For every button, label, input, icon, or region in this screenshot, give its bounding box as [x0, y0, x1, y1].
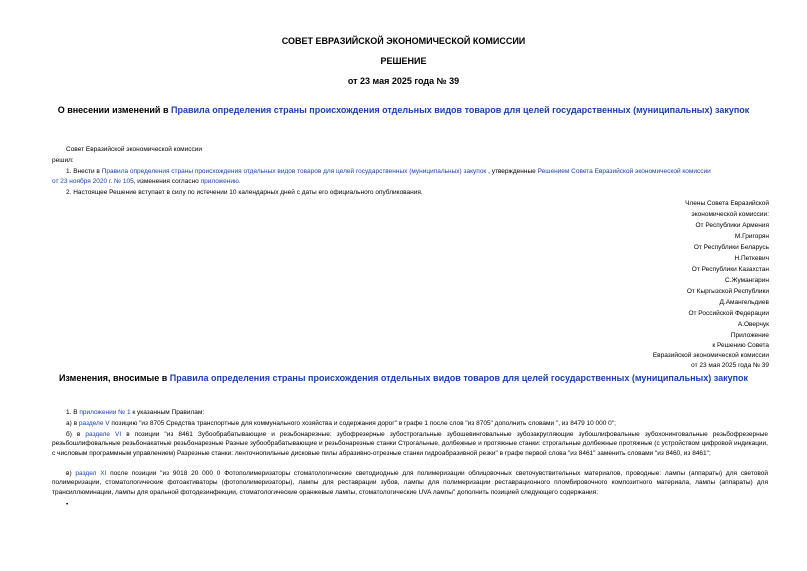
- subject-link[interactable]: Правила определения страны происхождения отдельных видов товаров для целей государственных (муниципальных) закупок: [171, 105, 750, 115]
- p1-pre: 1. Внести в: [66, 168, 102, 175]
- p1-mid2: , изменения согласно: [133, 178, 201, 185]
- section-v-link[interactable]: разделе V: [78, 420, 110, 427]
- signature-line: экономической комиссии:: [691, 211, 769, 218]
- signature-line: От Республики Армения: [695, 222, 769, 229]
- bullet-marker: •: [66, 501, 69, 508]
- signature-line: От Кыргызской Республики: [686, 288, 769, 295]
- annex-title-prefix: Изменения, вносимые в: [58, 373, 170, 383]
- council-line: Совет Евразийской экономической комиссии: [66, 146, 203, 153]
- signature-line: Д.Амангельдиев: [719, 299, 769, 306]
- p1-rules-link[interactable]: Правила определения страны происхождения отдельных видов товаров для целей государственных (муниципальных) закупок: [101, 168, 487, 175]
- p1-date-link[interactable]: от 23 ноября 2020 г. № 105: [52, 178, 134, 185]
- item-c-pre: в): [66, 470, 76, 477]
- annex-item-1: [66, 408, 204, 417]
- signature-line: М.Григорян: [734, 233, 769, 240]
- org-title: СОВЕТ ЕВРАЗИЙСКОЙ ЭКОНОМИЧЕСКОЙ КОМИССИИ: [281, 36, 526, 46]
- item-c-text: после позиции "из 9018 20 000 0 Фотополимеризаторы стоматологические светодиодные для полимеризации облицовочных светочувствительных материалов, проводные: лампы (аппараты) для световой полимеризации, стоматологические фотоактиваторы (фотополимеризаторы), лампы для реставрации зубов, лампы для полимеризации реставрационного пломбировочного композитного материала, лампы (аппараты) для трансиллюминации, лампы для оральной фотодезинфекции, стоматологические оранжевые лампы, стоматологические UVA лампы" дополнить позицией следующего содержания:: [52, 470, 768, 496]
- paragraph-1: [66, 167, 711, 176]
- p1-decision-link[interactable]: Решением Совета Евразийской экономической комиссии: [537, 168, 711, 175]
- doc-subject: [0, 105, 807, 115]
- paragraph-2: 2. Настоящее Решение вступает в силу по истечении 10 календарных дней с даты его официального опубликования.: [66, 189, 423, 196]
- signature-line: А.Оверчук: [737, 321, 769, 328]
- signature-line: От Российской Федерации: [688, 310, 769, 317]
- item1-pre: 1. В: [66, 409, 80, 416]
- section-xi-link[interactable]: раздел XI: [75, 470, 107, 477]
- item-c: [52, 469, 768, 497]
- annex-label: Приложение: [730, 332, 769, 339]
- paragraph-1-cont: [52, 177, 241, 186]
- doc-type: РЕШЕНИЕ: [380, 56, 427, 66]
- p1-annex-link[interactable]: приложению: [200, 178, 239, 185]
- signature-line: Н.Петкевич: [734, 255, 769, 262]
- signature-line: От Республики Беларусь: [693, 244, 769, 251]
- annex-label: к Решению Совета: [712, 342, 769, 349]
- item1-end: к указанным Правилам:: [130, 409, 205, 416]
- annex-title-link[interactable]: Правила определения страны происхождения отдельных видов товаров для целей государственных (муниципальных) закупок: [169, 373, 749, 383]
- signature-line: От Республики Казахстан: [691, 266, 769, 273]
- p1-mid: , утвержденные: [486, 168, 538, 175]
- item-a-pre: а) в: [66, 420, 79, 427]
- annex-label: от 23 мая 2025 года № 39: [691, 362, 769, 369]
- item-a-text: позицию "из 8705 Средства транспортные для коммунального хозяйства и содержания дорог" в графе 1 после слов "из 8705" дополнить словами ", из 8479 10 000 0";: [109, 420, 616, 427]
- subject-prefix: О внесении изменений в: [57, 105, 171, 115]
- annex-title: [0, 373, 807, 383]
- p1-end: .: [238, 178, 241, 185]
- decided-line: решил:: [52, 157, 74, 164]
- item-b-pre: б) в: [66, 431, 86, 438]
- signature-line: Члены Совета Евразийской: [685, 200, 769, 207]
- section-vi-link[interactable]: разделе VI: [85, 431, 122, 438]
- signature-line: С.Жумангарин: [725, 277, 769, 284]
- annex-1-link[interactable]: приложении № 1: [79, 409, 131, 416]
- item-b: [52, 430, 768, 458]
- doc-date: от 23 мая 2025 года № 39: [347, 76, 460, 86]
- annex-label: Евразийской экономической комиссии: [652, 352, 769, 359]
- item-b-text: в позиции "из 8461 Зубообрабатывающие и резьбонарезные: зубофрезерные зубострогальные зубошевинговальные зубозакругляющие зубошлифовальные зубохонинговальные резьбофрезерные резьбошлифовальные резьбонакатные резьбонарезные Разные зубообрабатывающие и резьбонарезные станки Строгальные, долбежные и протяжные станки: строгальные долбежные протяжные (с устройством цифровой индикации, с числовым программным управлением) Разрезные станки: ленточнопильные дисковые пилы абразивно-отрезные станки гидроабразивной резки" в графе первой слова "из 8461" заменить словами "из 8460, из 8461";: [52, 431, 769, 457]
- item-a: [66, 419, 616, 428]
